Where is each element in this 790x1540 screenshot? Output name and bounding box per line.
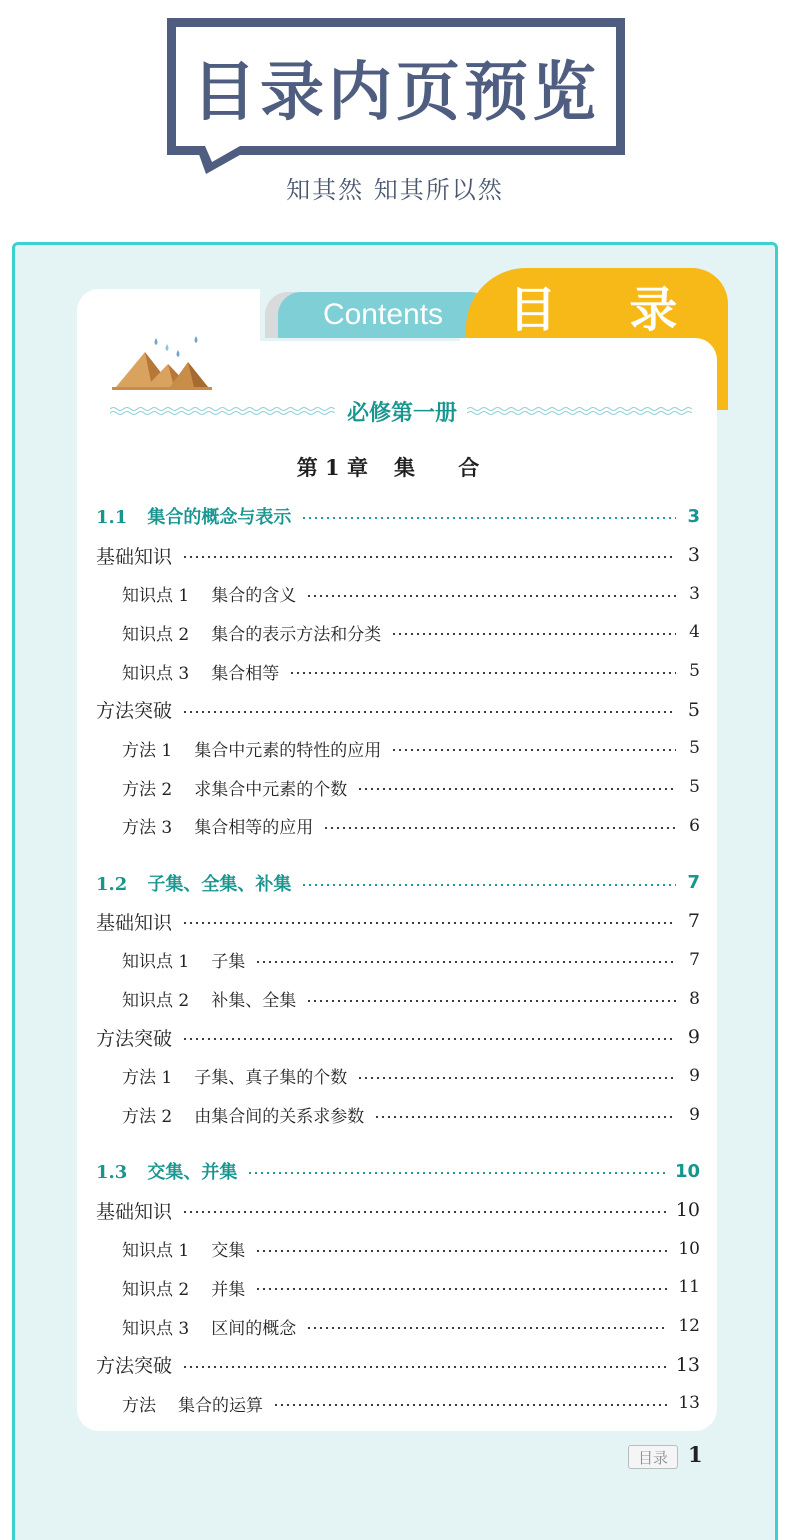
toc-entry-label: 求集合中元素的个数 xyxy=(194,779,348,800)
toc-entry-tag: 知识点 2 xyxy=(122,991,190,1012)
dot-leader xyxy=(374,1116,676,1118)
toc-entry-tag: 知识点 1 xyxy=(122,952,190,973)
toc-section-label: 集合的概念与表示 xyxy=(147,507,292,529)
toc-entry-tag: 知识点 2 xyxy=(122,1279,190,1300)
toc-entry-label: 集合的运算 xyxy=(178,1395,263,1416)
toc-entry-title xyxy=(122,947,255,972)
toc-entry-label: 集合相等的应用 xyxy=(194,818,314,839)
toc-entry-title xyxy=(96,1197,182,1224)
toc-entry-label: 子集 xyxy=(211,952,246,973)
toc-entry-row[interactable] xyxy=(96,1268,700,1307)
toc-entry-title xyxy=(122,1063,357,1088)
toc-entry-title xyxy=(122,1314,306,1339)
toc-entry-tag: 方法 3 xyxy=(122,818,173,839)
contents-tab: Contents xyxy=(278,292,488,338)
toc-subsection-row[interactable] xyxy=(96,690,700,729)
dot-leader xyxy=(182,711,676,713)
toc-entry-tag: 知识点 3 xyxy=(122,1318,190,1339)
toc-page-number: 3 xyxy=(687,505,700,527)
toc-entry-row[interactable] xyxy=(96,574,700,613)
toc-section-row[interactable] xyxy=(96,497,700,536)
toc-page-number: 5 xyxy=(689,738,700,759)
toc-subsection-row[interactable] xyxy=(96,536,700,575)
toc-entry-label: 由集合间的关系求参数 xyxy=(194,1107,365,1128)
toc-entry-label: 基础知识 xyxy=(96,545,173,568)
dot-leader xyxy=(182,1038,676,1040)
toc-entry-label: 子集、真子集的个数 xyxy=(194,1068,348,1089)
dot-leader xyxy=(306,1000,676,1002)
toc-page-number: 4 xyxy=(689,622,700,643)
mulu-tab-title: 目 录 xyxy=(508,281,706,338)
toc-page-number: 12 xyxy=(678,1316,700,1337)
toc-entry-title xyxy=(96,696,182,723)
dot-leader xyxy=(306,1327,668,1329)
toc-entry-tag: 方法 2 xyxy=(122,779,173,800)
toc-entry-title xyxy=(122,986,306,1011)
toc-page-number: 6 xyxy=(689,815,700,836)
wave-divider-icon xyxy=(110,406,337,416)
footer-page-number: 1 xyxy=(688,1442,703,1467)
dot-leader xyxy=(182,556,676,558)
wave-divider-icon xyxy=(467,406,694,416)
toc-entry-label: 方法突破 xyxy=(96,1355,173,1378)
toc-entry-tag: 知识点 3 xyxy=(122,663,190,684)
toc-page-number: 5 xyxy=(689,777,700,798)
toc-section-row[interactable] xyxy=(96,863,700,902)
toc-entry-label: 基础知识 xyxy=(96,1200,173,1223)
toc-page-number: 10 xyxy=(678,1238,700,1259)
pyramids-rain-icon xyxy=(112,334,212,390)
toc-entry-row[interactable] xyxy=(96,652,700,691)
toc-entry-label: 交集 xyxy=(211,1241,246,1262)
toc-page-number: 5 xyxy=(687,698,700,721)
toc-page-number: 5 xyxy=(689,661,700,682)
toc-page-number: 8 xyxy=(689,988,700,1009)
toc-entry-label: 基础知识 xyxy=(96,911,173,934)
toc-page-number: 9 xyxy=(687,1026,700,1049)
toc-entry-label: 集合的表示方法和分类 xyxy=(211,624,382,645)
dot-leader xyxy=(391,749,676,751)
toc-entry-title xyxy=(122,1102,374,1127)
toc-entry-title xyxy=(96,908,182,935)
dot-leader xyxy=(323,827,676,829)
toc-section-title xyxy=(96,870,301,896)
dot-leader xyxy=(391,633,676,635)
toc-entry-tag: 知识点 1 xyxy=(122,1241,190,1262)
toc-entry-tag: 知识点 1 xyxy=(122,586,190,607)
toc-page-number: 11 xyxy=(678,1277,700,1298)
toc-entry-label: 补集、全集 xyxy=(211,991,297,1012)
toc-entry-label: 集合相等 xyxy=(211,663,280,684)
dot-leader xyxy=(306,595,676,597)
dot-leader xyxy=(273,1404,668,1406)
dot-leader xyxy=(255,1250,668,1252)
toc-section-number: 1.1 xyxy=(96,507,128,529)
toc-entry-title xyxy=(122,581,306,606)
toc-section-label: 交集、并集 xyxy=(147,1162,238,1184)
toc-subsection-row[interactable] xyxy=(96,1191,700,1230)
toc-list xyxy=(96,497,700,1423)
toc-subsection-row[interactable] xyxy=(96,1345,700,1384)
dot-leader xyxy=(289,672,676,674)
toc-subsection-row[interactable] xyxy=(96,902,700,941)
toc-entry-tag: 方法 1 xyxy=(122,740,173,761)
dot-leader xyxy=(357,788,676,790)
toc-entry-title xyxy=(122,736,391,761)
toc-section-title xyxy=(96,503,301,529)
banner-subtitle: 知其然 知其所以然 xyxy=(286,176,504,204)
toc-entry-title xyxy=(122,1236,255,1261)
dot-leader xyxy=(301,884,676,886)
footer-section-tag: 目录 xyxy=(628,1445,678,1469)
toc-entry-row[interactable] xyxy=(96,1057,700,1096)
toc-page-number: 9 xyxy=(689,1104,700,1125)
dot-leader xyxy=(182,922,676,924)
toc-entry-row[interactable] xyxy=(96,941,700,980)
toc-entry-title xyxy=(122,1275,255,1300)
toc-page-number: 13 xyxy=(675,1353,700,1376)
toc-entry-title xyxy=(122,813,323,838)
toc-page-number: 13 xyxy=(678,1393,700,1414)
toc-entry-row[interactable] xyxy=(96,729,700,768)
dot-leader xyxy=(182,1211,666,1213)
toc-entry-row[interactable] xyxy=(96,768,700,807)
book-title: 必修第一册 xyxy=(347,400,458,426)
toc-entry-title xyxy=(96,1351,182,1378)
toc-entry-row[interactable] xyxy=(96,1229,700,1268)
toc-entry-tag: 方法 xyxy=(122,1395,156,1416)
toc-entry-title xyxy=(96,542,182,569)
toc-section-title xyxy=(96,1158,247,1184)
toc-entry-label: 方法突破 xyxy=(96,700,173,723)
toc-section-number: 1.2 xyxy=(96,873,128,895)
toc-entry-row[interactable] xyxy=(96,807,700,846)
toc-entry-tag: 方法 1 xyxy=(122,1068,173,1089)
chapter-name: 集 合 xyxy=(393,455,498,480)
toc-entry-tag: 方法 2 xyxy=(122,1107,173,1128)
toc-entry-title xyxy=(96,1024,182,1051)
toc-entry-label: 集合中元素的特性的应用 xyxy=(194,740,382,761)
toc-section-row[interactable] xyxy=(96,1152,700,1191)
toc-subsection-row[interactable] xyxy=(96,1018,700,1057)
chapter-number: 第 1 章 xyxy=(296,455,368,480)
chapter-heading xyxy=(77,452,717,482)
toc-section-number: 1.3 xyxy=(96,1162,128,1184)
toc-page-number: 7 xyxy=(689,949,700,970)
toc-entry-label: 并集 xyxy=(211,1279,246,1300)
toc-entry-row[interactable] xyxy=(96,979,700,1018)
toc-entry-title xyxy=(122,620,391,645)
toc-entry-title xyxy=(122,659,289,684)
book-title-row xyxy=(110,393,694,429)
dot-leader xyxy=(255,1288,668,1290)
toc-page-number: 10 xyxy=(674,1160,700,1182)
toc-entry-label: 方法突破 xyxy=(96,1027,173,1050)
toc-entry-title xyxy=(122,775,357,800)
toc-page-number: 9 xyxy=(689,1065,700,1086)
toc-section-label: 子集、全集、补集 xyxy=(147,873,292,895)
dot-leader xyxy=(301,517,676,519)
toc-entry-row[interactable] xyxy=(96,613,700,652)
dot-leader xyxy=(255,961,676,963)
toc-entry-row[interactable] xyxy=(96,1095,700,1134)
toc-page-number: 3 xyxy=(687,544,700,567)
toc-entry-tag: 知识点 2 xyxy=(122,624,190,645)
toc-entry-label: 区间的概念 xyxy=(211,1318,297,1339)
toc-page-number: 7 xyxy=(687,872,700,894)
toc-entry-row[interactable] xyxy=(96,1384,700,1423)
toc-page-number: 10 xyxy=(675,1199,700,1222)
toc-entry-label: 集合的含义 xyxy=(211,586,297,607)
dot-leader xyxy=(357,1077,676,1079)
toc-entry-title xyxy=(122,1391,273,1416)
toc-entry-row[interactable] xyxy=(96,1307,700,1346)
dot-leader xyxy=(182,1366,666,1368)
banner-title: 目录内页预览 xyxy=(192,55,600,130)
toc-page-number: 3 xyxy=(689,583,700,604)
toc-page-number: 7 xyxy=(687,910,700,933)
dot-leader xyxy=(247,1172,665,1174)
